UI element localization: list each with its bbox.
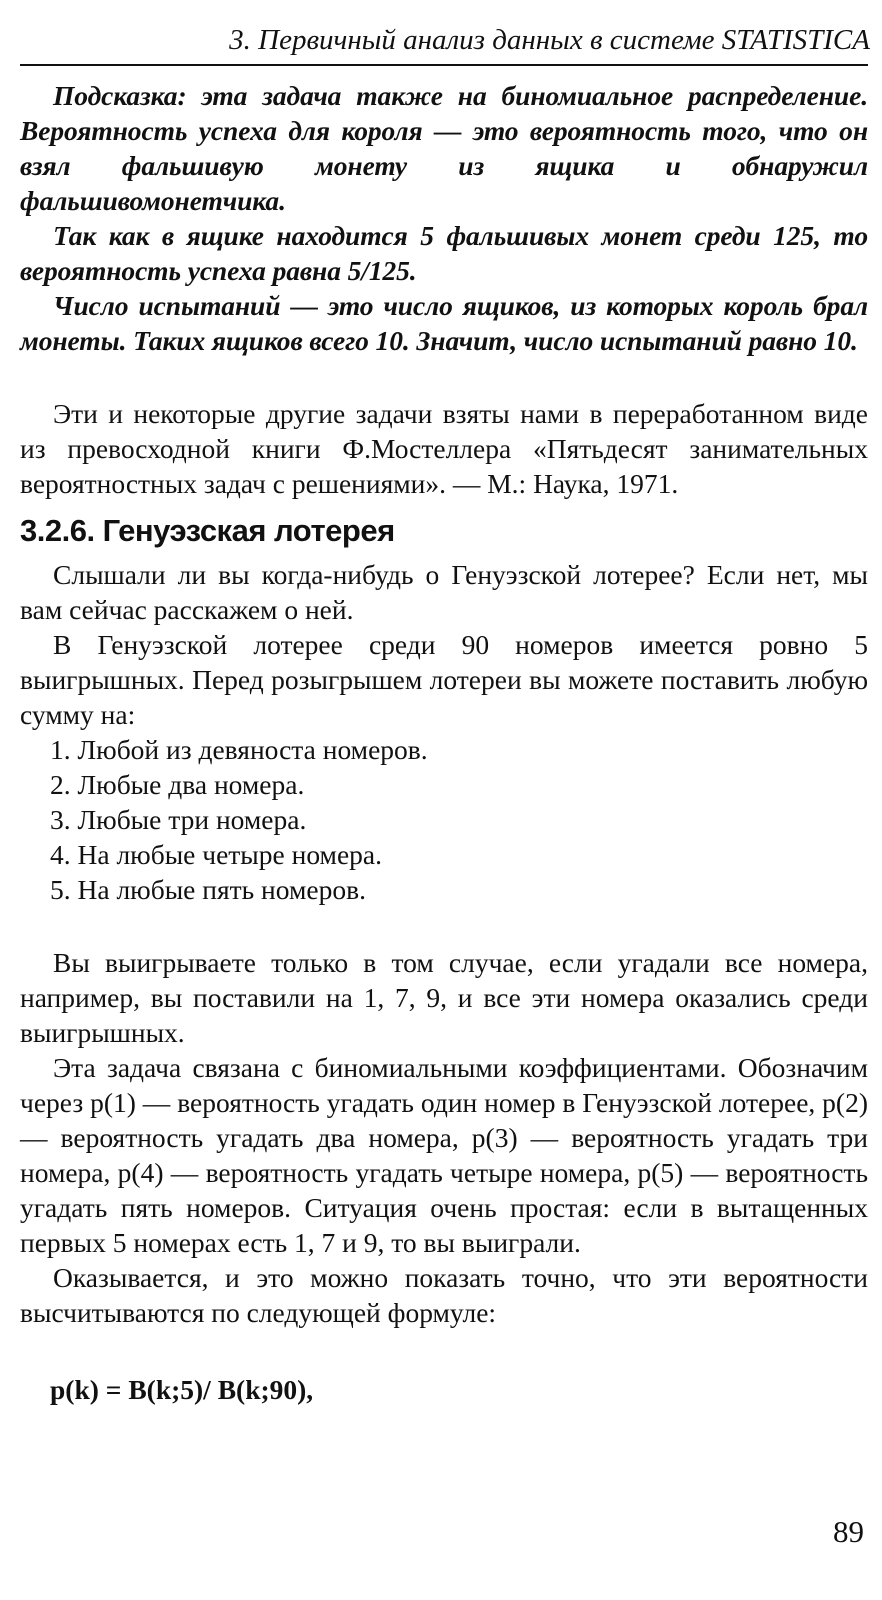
- page-body: [20, 78, 868, 1407]
- list-item: 4. На любые четыре номера.: [50, 839, 383, 870]
- list-item: 2. Любые два номера.: [50, 769, 305, 800]
- running-header: 3. Первичный анализ данных в системе STATISTICA: [229, 24, 870, 56]
- list-item: 1. Любой из девяноста номеров.: [50, 734, 428, 765]
- win-condition: Вы выигрываете только в том случае, если угадали все номера, например, вы поставили на 1, 7, 9, и все эти номера оказались среди выигрышных.: [20, 947, 868, 1048]
- source-note: Эти и некоторые другие задачи взяты нами в переработанном виде из превосходной книги Ф.Мостеллера «Пятьдесят занимательных вероятностных задач с решениями». — М.: Наука, 1971.: [20, 398, 868, 499]
- hint-paragraph: Число испытаний — это число ящиков, из которых король брал монеты. Таких ящиков всего 10. Значит, число испытаний равно 10.: [20, 290, 868, 356]
- section-intro: Слышали ли вы когда-нибудь о Генуэзской лотерее? Если нет, мы вам сейчас расскажем о ней.: [20, 559, 868, 625]
- header-rule: [20, 64, 868, 66]
- options-list: [20, 732, 868, 907]
- page-number: 89: [833, 1514, 864, 1549]
- hint-paragraph: Подсказка: эта задача также на биномиальное распределение. Вероятность успеха для короля — это вероятность того, что он взял фальшивую монету из ящика и обнаружил фальшивомонетчика.: [20, 80, 868, 216]
- list-item: 5. На любые пять номеров.: [50, 874, 366, 905]
- list-item: 3. Любые три номера.: [50, 804, 307, 835]
- hint-paragraph: Так как в ящике находится 5 фальшивых монет среди 125, то вероятность успеха равна 5/125.: [20, 220, 868, 286]
- formula: p(k) = B(k;5)/ B(k;90),: [50, 1374, 314, 1405]
- section-title: 3.2.6. Генуэзская лотерея: [20, 513, 395, 548]
- formula-intro: Оказывается, и это можно показать точно, что эти вероятности высчитываются по следующей формуле:: [20, 1262, 868, 1328]
- binomial-paragraph: Эта задача связана с биномиальными коэффициентами. Обозначим через p(1) — вероятность угадать один номер в Генуэзской лотерее, p(2) — вероятность угадать два номера, p(3) — вероятность угадать три номера, p(4) — вероятность угадать четыре номера, p(5) — вероятность угадать пять номеров. Ситуация очень простая: если в вытащенных первых 5 номерах есть 1, 7 и 9, то вы выиграли.: [20, 1052, 868, 1258]
- lottery-rules: В Генуэзской лотерее среди 90 номеров имеется ровно 5 выигрышных. Перед розыгрышем лотереи вы можете поставить любую сумму на:: [20, 629, 868, 730]
